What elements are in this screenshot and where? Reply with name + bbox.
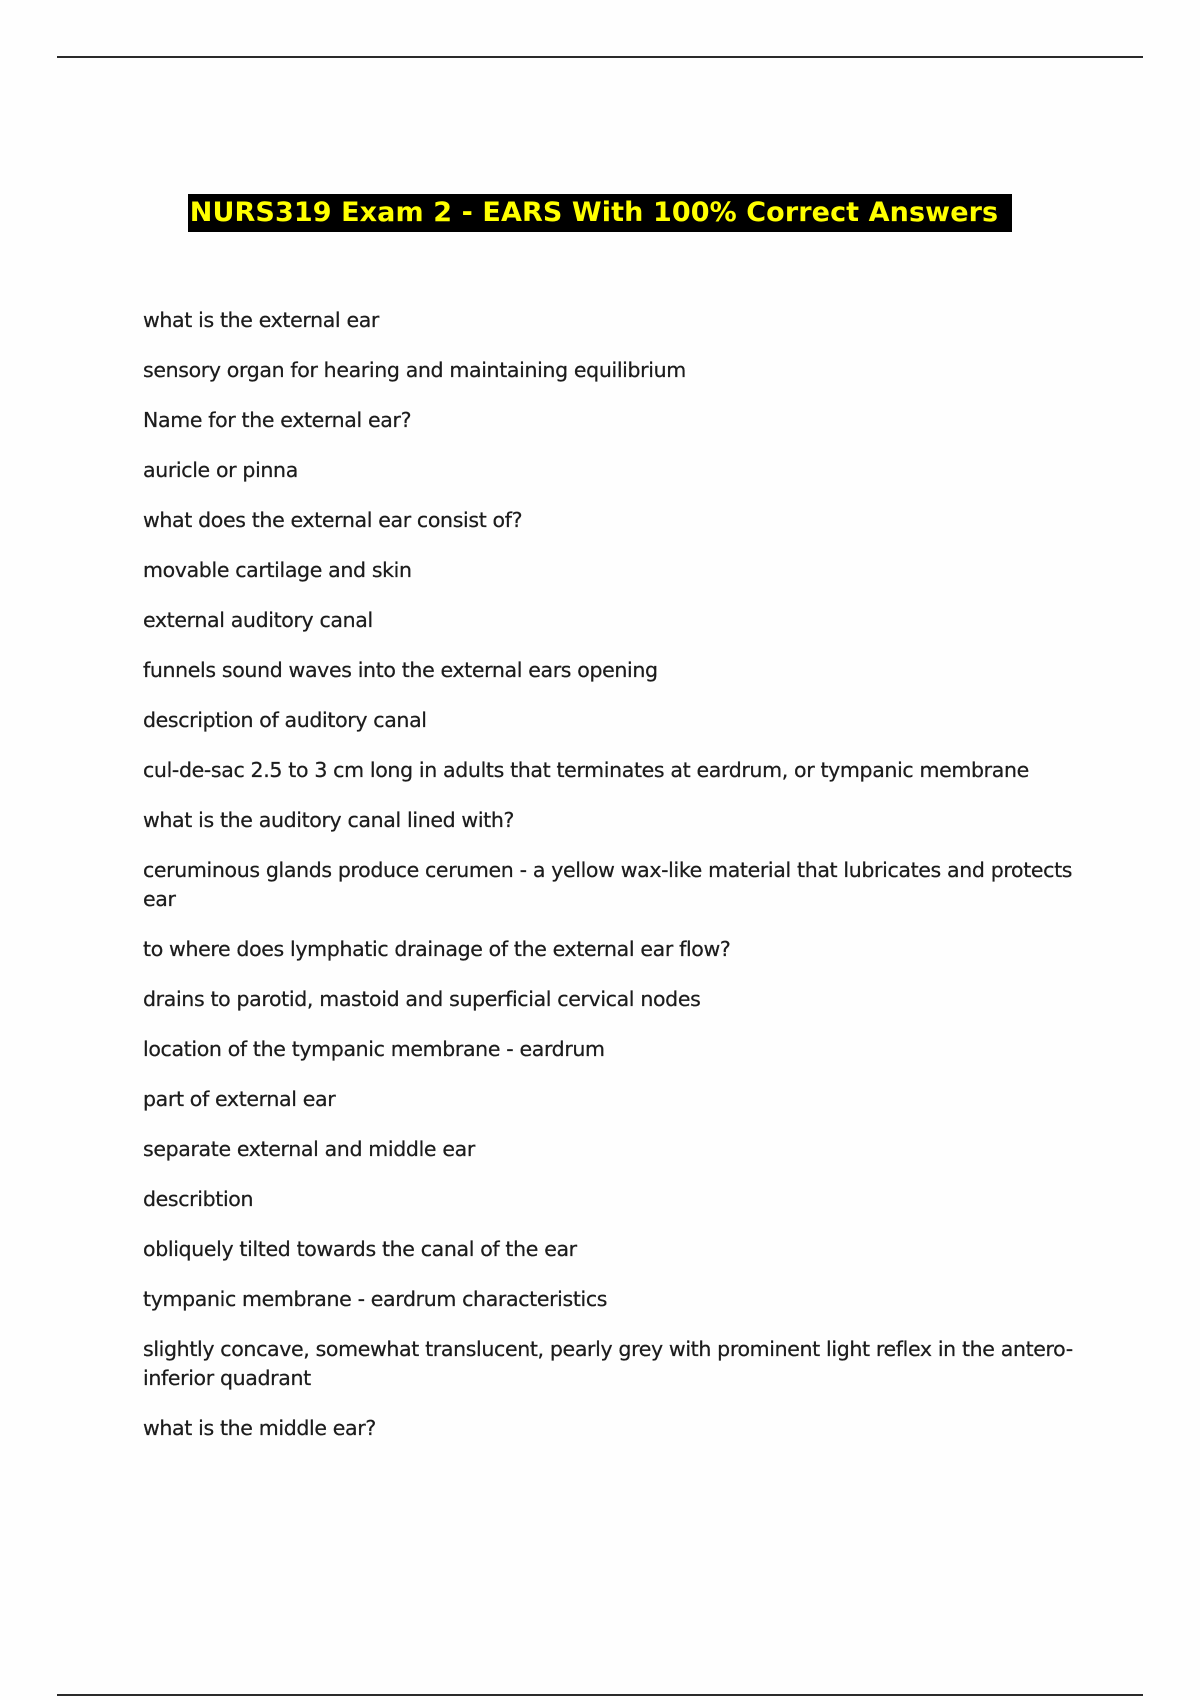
qa-line: movable cartilage and skin <box>143 558 412 582</box>
qa-line: ceruminous glands produce cerumen - a yellow wax-like material that lubricates and protects ear <box>143 858 1073 911</box>
qa-line: drains to parotid, mastoid and superficial cervical nodes <box>143 987 701 1011</box>
document-title: NURS319 Exam 2 - EARS With 100% Correct Answers <box>188 194 1012 232</box>
qa-line: sensory organ for hearing and maintaining equilibrium <box>143 358 686 382</box>
qa-line: separate external and middle ear <box>143 1137 475 1161</box>
title-container <box>0 194 1200 232</box>
qa-line: tympanic membrane - eardrum characteristics <box>143 1287 608 1311</box>
footer-rule <box>57 1694 1143 1696</box>
qa-line: part of external ear <box>143 1087 336 1111</box>
header-rule <box>57 56 1143 58</box>
qa-line: auricle or pinna <box>143 458 298 482</box>
qa-line: obliquely tilted towards the canal of the ear <box>143 1237 577 1261</box>
qa-line: cul-de-sac 2.5 to 3 cm long in adults that terminates at eardrum, or tympanic membrane <box>143 758 1029 782</box>
qa-list <box>143 306 1088 1464</box>
qa-line: description of auditory canal <box>143 708 427 732</box>
qa-line: location of the tympanic membrane - eardrum <box>143 1037 605 1061</box>
qa-line: funnels sound waves into the external ears opening <box>143 658 658 682</box>
qa-line: what is the auditory canal lined with? <box>143 808 515 832</box>
qa-line: what is the external ear <box>143 308 379 332</box>
qa-line: external auditory canal <box>143 608 373 632</box>
qa-line: Name for the external ear? <box>143 408 412 432</box>
qa-line: slightly concave, somewhat translucent, pearly grey with prominent light reflex in the antero-inferior quadrant <box>143 1337 1073 1390</box>
qa-line: describtion <box>143 1187 254 1211</box>
qa-line: to where does lymphatic drainage of the external ear flow? <box>143 937 731 961</box>
qa-line: what is the middle ear? <box>143 1416 376 1440</box>
qa-line: what does the external ear consist of? <box>143 508 523 532</box>
